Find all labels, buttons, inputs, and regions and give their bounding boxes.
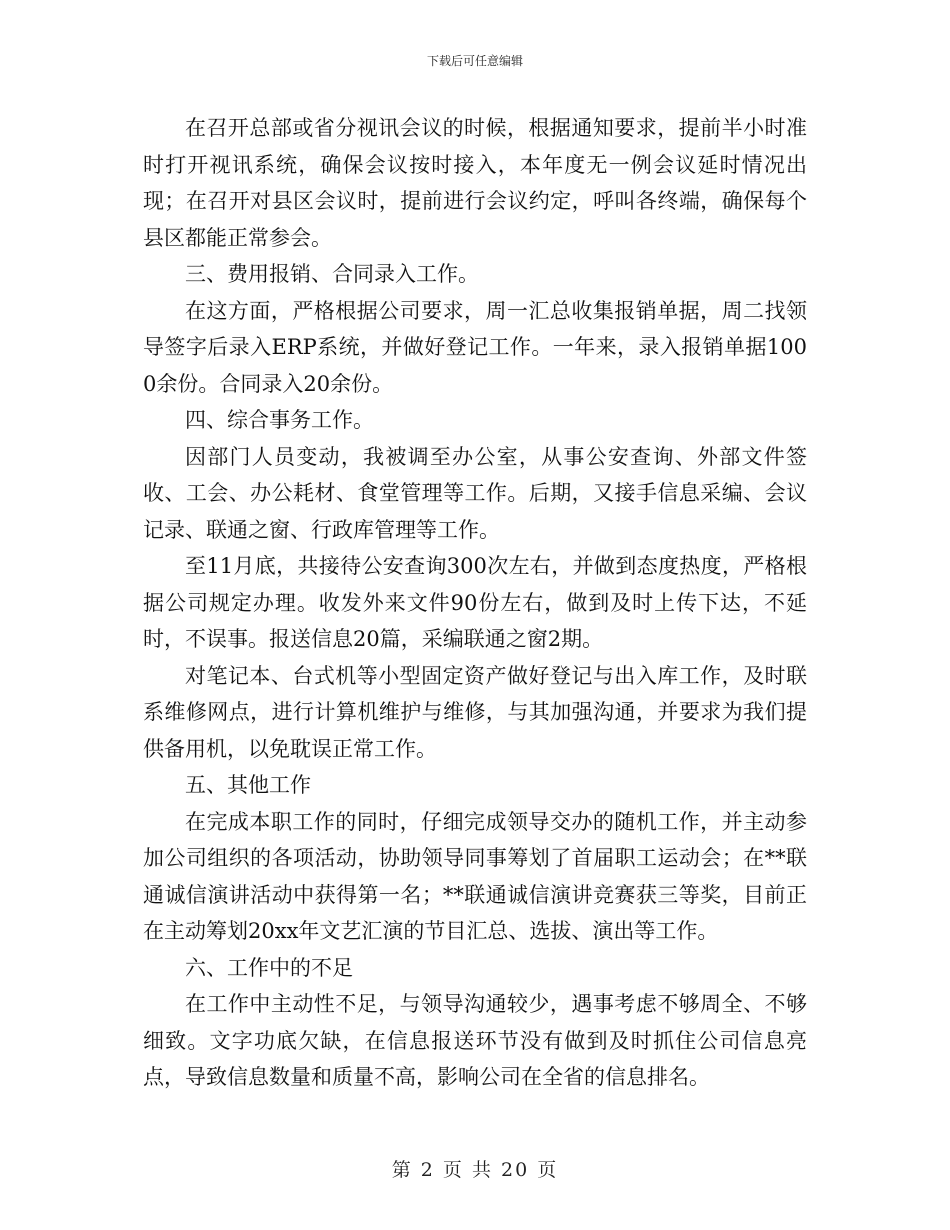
paragraph-general-affairs: 因部门人员变动，我被调至办公室，从事公安查询、外部文件签收、工会、办公耗材、食堂管理等工作。后期，又接手信息采编、会议记录、联通之窗、行政库管理等工作。 (143, 444, 807, 542)
section-heading-other-work: 五、其他工作 (185, 773, 311, 797)
paragraph-video-conference: 在召开总部或省分视讯会议的时候，根据通知要求，提前半小时准时打开视讯系统，确保会议按时接入，本年度无一例会议延时情况出现；在召开对县区会议时，提前进行会议约定，呼叫各终端，确保每个县区都能正常参会。 (143, 116, 807, 250)
page-header-note: 下载后可任意编辑 (426, 54, 523, 68)
document-body (143, 110, 807, 1096)
paragraph-police-queries: 至11月底，共接待公安查询300次左右，并做到态度热度，严格根据公司规定办理。收发外来文件90份左右，做到及时上传下达，不延时，不误事。报送信息20篇，采编联通之窗2期。 (143, 554, 807, 651)
page-number-footer: 第 2 页 共 20 页 (391, 1159, 559, 1181)
paragraph-other-work: 在完成本职工作的同时，仔细完成领导交办的随机工作，并主动参加公司组织的各项活动，协助领导同事筹划了首届职工运动会；在**联通诚信演讲活动中获得第一名；**联通诚信演讲竞赛获三等奖，目前正在主动筹划20xx年文艺汇演的节目汇总、选拔、演出等工作。 (143, 809, 807, 943)
section-heading-general-affairs: 四、综合事务工作。 (185, 408, 374, 432)
paragraph-expense-contract: 在这方面，严格根据公司要求，周一汇总收集报销单据，周二找领导签字后录入ERP系统，并做好登记工作。一年来，录入报销单据1000余份。合同录入20余份。 (143, 298, 807, 396)
section-heading-shortcomings: 六、工作中的不足 (185, 955, 353, 980)
paragraph-shortcomings: 在工作中主动性不足，与领导沟通较少，遇事考虑不够周全、不够细致。文字功底欠缺，在信息报送环节没有做到及时抓住公司信息亮点，导致信息数量和质量不高，影响公司在全省的信息排名。 (143, 992, 807, 1089)
section-heading-expense-contract: 三、费用报销、合同录入工作。 (185, 262, 479, 286)
paragraph-fixed-assets: 对笔记本、台式机等小型固定资产做好登记与出入库工作，及时联系维修网点，进行计算机维护与维修，与其加强沟通，并要求为我们提供备用机，以免耽误正常工作。 (143, 663, 807, 761)
